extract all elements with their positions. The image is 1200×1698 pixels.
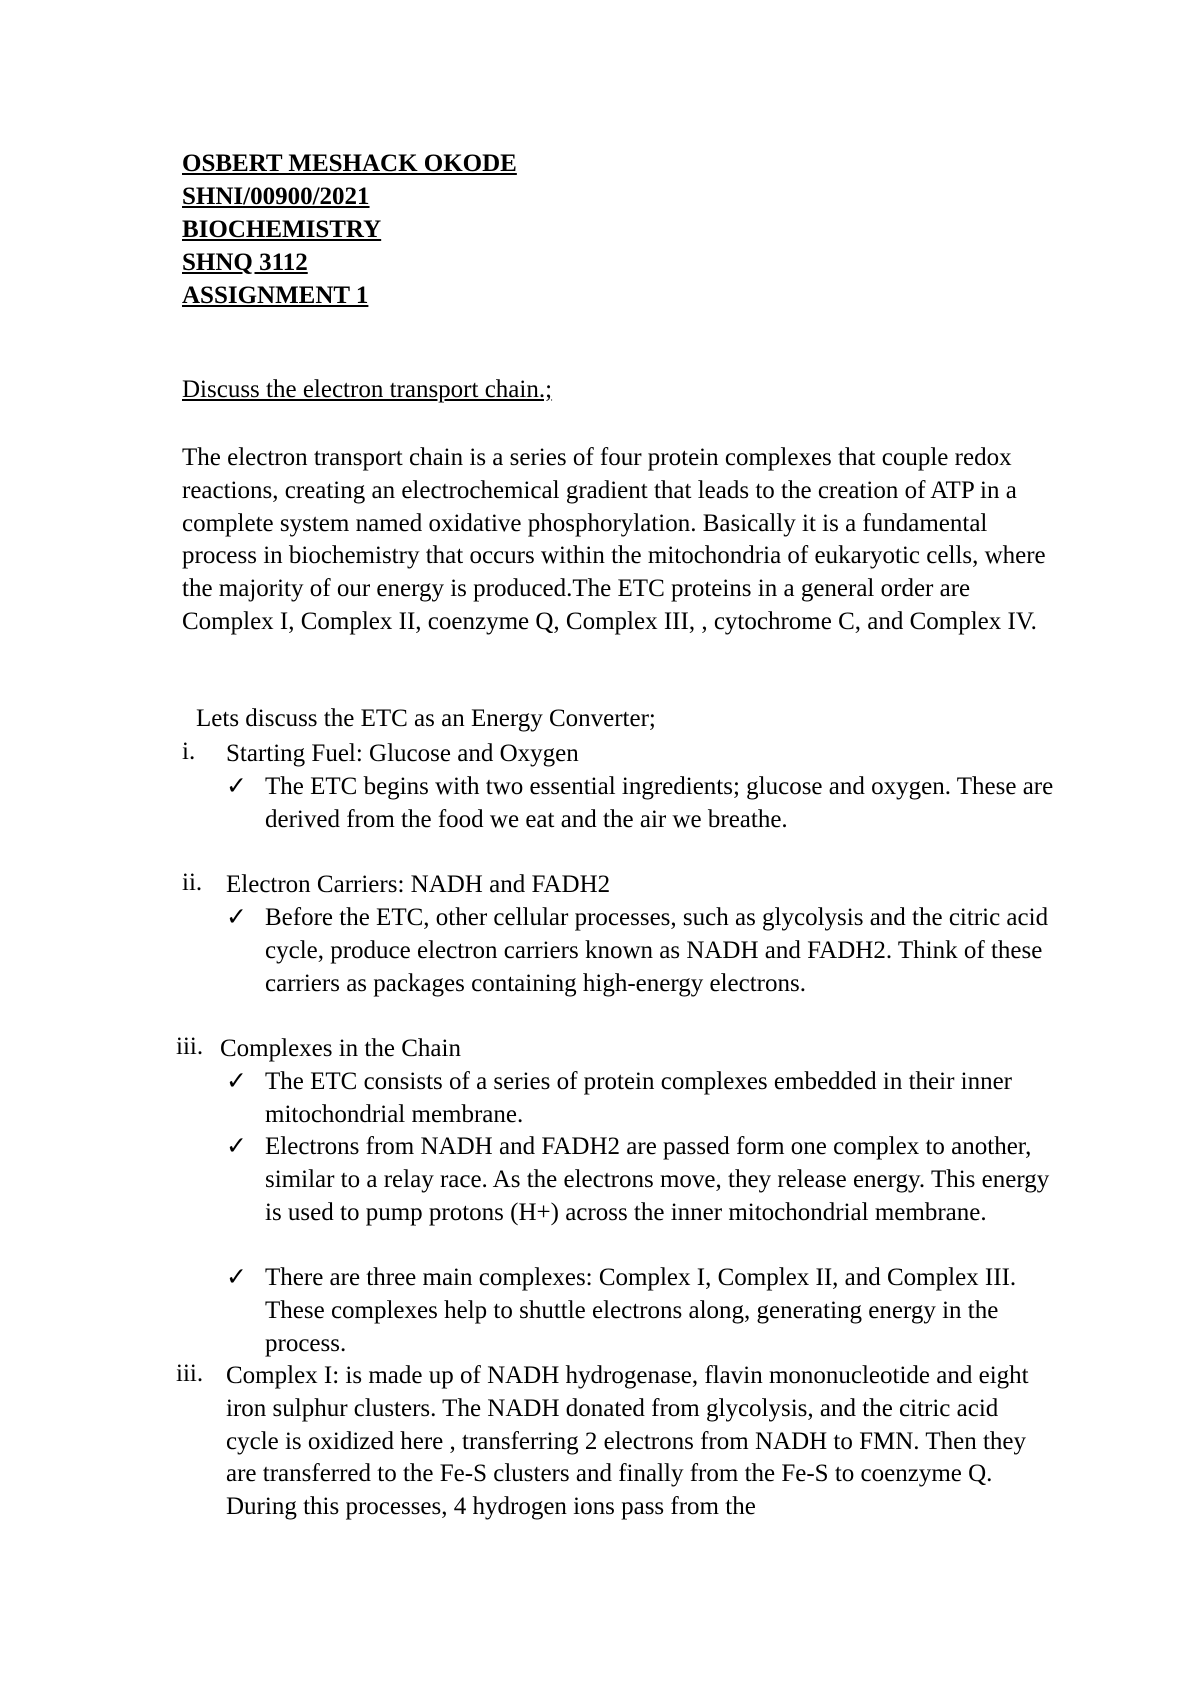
checkmark-icon: ✓: [226, 904, 247, 931]
bullet-text: Electrons from NADH and FADH2 are passed form one complex to another, similar to a relay race. As the electrons move, they release energy. This energy is used to pump protons (H+) across the inner mitochondrial membrane.: [265, 1133, 1050, 1226]
section-intro: Lets discuss the ETC as an Energy Converter;: [196, 705, 656, 732]
list-number: iii.: [176, 1033, 204, 1060]
list-item-title: Starting Fuel: Glucose and Oxygen: [226, 740, 579, 767]
subject: BIOCHEMISTRY: [182, 216, 382, 243]
intro-paragraph: [182, 442, 1062, 639]
checkmark-icon: ✓: [226, 773, 247, 800]
list-number: i.: [182, 738, 196, 765]
assignment-title: ASSIGNMENT 1: [182, 282, 369, 309]
bullet-text: The ETC consists of a series of protein complexes embedded in their inner mitochondrial membrane.: [265, 1068, 1013, 1128]
course-code: SHNQ 3112: [182, 249, 308, 276]
intro-text: The electron transport chain is a series of four protein complexes that couple redox reactions, creating an electrochemical gradient that leads to the creation of ATP in a complete system named oxidative phosphorylation. Basically it is a fundamental process in biochemistry that occurs within the mitochondria of eukaryotic cells, where the majority of our energy is produced.The ETC proteins in a general order are Complex I, Complex II, coenzyme Q, Complex III, , cytochrome C, and Complex IV.: [182, 444, 1046, 635]
list-item-title: Complexes in the Chain: [220, 1035, 461, 1062]
list-item-title: Electron Carriers: NADH and FADH2: [226, 871, 611, 898]
checkmark-icon: ✓: [226, 1068, 247, 1095]
list-number: iii.: [176, 1360, 204, 1387]
list-item-text: Complex I: is made up of NADH hydrogenase, flavin mononucleotide and eight iron sulphur clusters. The NADH donated from glycolysis, and the citric acid cycle is oxidized here , transferring 2 electrons from NADH to FMN. Then they are transferred to the Fe-S clusters and finally from the Fe-S to coenzyme Q. During this processes, 4 hydrogen ions pass from the: [226, 1362, 1029, 1521]
bullet-text: There are three main complexes: Complex I, Complex II, and Complex III. These complexes help to shuttle electrons along, generating energy in the process.: [265, 1264, 1017, 1357]
bullet-text: The ETC begins with two essential ingredients; glucose and oxygen. These are derived from the food we eat and the air we breathe.: [265, 773, 1054, 833]
bullet-text: Before the ETC, other cellular processes, such as glycolysis and the citric acid cycle, produce electron carriers known as NADH and FADH2. Think of these carriers as packages containing high-energy electrons.: [265, 904, 1049, 997]
checkmark-icon: ✓: [226, 1264, 247, 1291]
list-number: ii.: [182, 869, 203, 896]
student-name: OSBERT MESHACK OKODE: [182, 150, 517, 177]
registration-number: SHNI/00900/2021: [182, 183, 370, 210]
question-heading: Discuss the electron transport chain.;: [182, 376, 553, 403]
checkmark-icon: ✓: [226, 1133, 247, 1160]
